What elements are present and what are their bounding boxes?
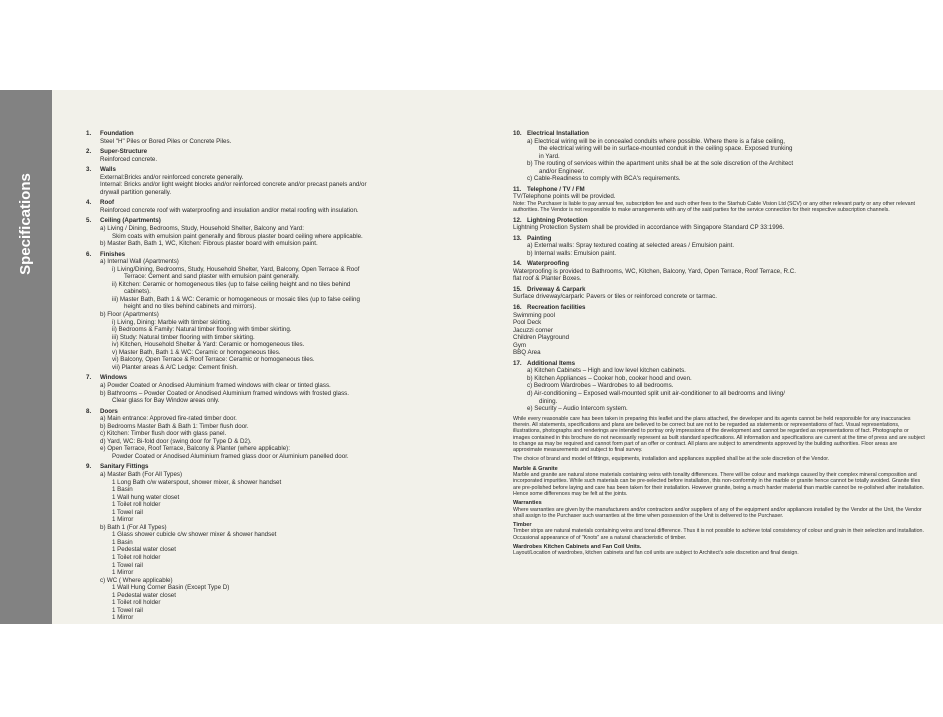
section-title: Ceiling (Apartments): [100, 217, 161, 225]
section-title: Waterproofing: [527, 260, 570, 268]
spec-line: 1 Wall Hung Corner Basin (Except Type D): [112, 584, 230, 592]
section-title: Doors: [100, 407, 118, 415]
section-heading: [86, 166, 506, 174]
spec-line: 1 Towel rail: [112, 606, 143, 614]
spec-section: [513, 235, 925, 258]
spec-line: c) WC ( Where applicable): [100, 576, 173, 584]
spec-line: b) Master Bath, Bath 1, WC, Kitchen: Fibrous plaster board with emulsion paint.: [100, 240, 318, 248]
section-number: 4.: [86, 199, 92, 207]
section-number: 11.: [513, 185, 522, 193]
section-number: 9.: [86, 463, 92, 471]
spec-section: [86, 374, 506, 404]
section-title: Finishes: [100, 250, 126, 258]
section-heading: [86, 199, 506, 207]
spec-line: b) Bedrooms Master Bath & Bath 1: Timber flush door.: [100, 422, 249, 430]
spec-line: Reinforced concrete.: [100, 155, 158, 163]
spec-line: Reinforced concrete roof with waterproofing and insulation and/or metal roofing with insulation.: [100, 206, 359, 214]
section-title: Lightning Protection: [527, 216, 588, 224]
spec-line: 1 Basin: [112, 486, 133, 494]
disclaimer-heading: Warranties: [513, 500, 542, 507]
section-heading: [513, 217, 925, 225]
spec-line: Internal: Bricks and/or light weight blocks and/or reinforced concrete and/or precast panels and/or: [100, 181, 367, 189]
right-column: [513, 130, 925, 560]
spec-line: drywall partition generally.: [100, 188, 172, 196]
spec-line: a) External walls: Spray textured coating at selected areas / Emulsion paint.: [527, 242, 735, 250]
spec-section: [513, 260, 925, 283]
spec-line: i) Living/Dining, Bedrooms, Study, Household Shelter, Yard, Balcony, Open Terrace & Roof: [112, 265, 360, 273]
spec-line: c) Kitchen: Timber flush door with glass panel.: [100, 430, 227, 438]
spec-line: Terrace: Cement and sand plaster with emulsion paint generally.: [124, 273, 300, 281]
spec-line: 1 Mirror: [112, 516, 134, 524]
spec-line: 1 Mirror: [112, 614, 134, 622]
section-title: Sanitary Fittings: [100, 463, 149, 471]
spec-line: iii) Master Bath, Bath 1 & WC: Ceramic or homogeneous or mosaic tiles (up to false ceiling: [112, 295, 360, 303]
section-title: Additional Items: [527, 359, 576, 367]
band-title: Specifications: [17, 173, 34, 275]
section-title: Electrical Installation: [527, 130, 589, 137]
section-number: 13.: [513, 234, 522, 242]
section-title: Painting: [527, 234, 552, 242]
spec-line: b) Bathrooms – Powder Coated or Anodised Aluminium framed windows with frosted glass.: [100, 389, 349, 397]
spec-line: vii) Planter areas & A/C Ledge: Cement finish.: [112, 363, 238, 371]
section-heading: [86, 251, 506, 259]
spec-line: flat roof & Planter Boxes.: [513, 275, 582, 283]
section-title: Foundation: [100, 130, 134, 137]
spec-line: a) Living / Dining, Bedrooms, Study, Household Shelter, Balcony and Yard:: [100, 225, 304, 233]
section-heading: [513, 360, 925, 368]
left-column: [86, 130, 506, 625]
spec-line: 1 Glass shower cubicle c/w shower mixer & shower handset: [112, 531, 277, 539]
disclaimer-text: Where warranties are given by the manufacturers and/or contractors and/or suppliers of any of the equipment and/or appliances installed by the Vendor at the Unit, the Vendor shall assign to the Purchaser such warranties at the time when possession of the Unit is delivered to the Purchaser.: [513, 506, 922, 519]
disclaimer-text: While every reasonable care has been taken in preparing this leaflet and the plans attached, the developer and its agents cannot be held responsible for any inaccuracies therein. All statements, specifications and plans are believed to be correct but are not to be regarded as statements or representations of fact. Visual representations, illustrations, photographs and renderings are intended to portray only impressions of the development and cannot be regarded as representations of fact. Photographs or images contained in this brochure do not necessarily represent as built standard specifications. All information and specifications are current at the time of press and are subject to change as may be required and cannot form part of an offer or contract. All plans are subject to amendments approved by the building authorities. Floor areas are approximate measurements and subject to final survey.: [513, 415, 925, 454]
section-number: 3.: [86, 166, 92, 174]
disclaimer-paragraph: [513, 466, 925, 497]
spec-line: vi) Balcony, Open Terrace & Roof Terrace: Ceramic or homogeneous tiles.: [112, 356, 315, 364]
section-number: 10.: [513, 130, 522, 137]
section-number: 16.: [513, 303, 522, 311]
spec-line: 1 Wall hung water closet: [112, 493, 180, 501]
spec-line: a) Main entrance: Approved fire-rated timber door.: [100, 415, 237, 423]
spec-line: 1 Toilet roll holder: [112, 501, 161, 509]
spec-line: 1 Mirror: [112, 569, 134, 577]
section-number: 2.: [86, 148, 92, 156]
side-band: [0, 90, 52, 624]
spec-line: 1 Basin: [112, 538, 133, 546]
spec-line: height and no tiles behind cabinets and mirrors).: [124, 303, 257, 311]
section-number: 14.: [513, 260, 522, 268]
spec-line: a) Internal Wall (Apartments): [100, 258, 179, 266]
section-title: Telephone / TV / FM: [527, 185, 585, 193]
disclaimer-paragraph: [513, 522, 925, 541]
spec-line: Steel "H" Piles or Bored Piles or Concrete Piles.: [100, 137, 232, 145]
spec-line: dining.: [539, 397, 558, 405]
disclaimer-heading: Wardrobes Kitchen Cabinets and Fan Coil Units.: [513, 543, 642, 550]
spec-line: a) Electrical wiring will be in concealed conduits where possible. Where there is a false ceiling,: [527, 137, 785, 145]
spec-line: a) Powder Coated or Anodised Aluminium framed windows with clear or tinted glass.: [100, 381, 331, 389]
spec-section: [86, 130, 506, 145]
section-number: 5.: [86, 217, 92, 225]
section-heading: [513, 130, 925, 138]
spec-line: Children Playground: [513, 334, 570, 342]
section-number: 1.: [86, 130, 92, 137]
spec-line: b) Kitchen Appliances – Cooker hob, cooker hood and oven.: [527, 374, 692, 382]
spec-line: Gym: [513, 341, 527, 349]
section-number: 12.: [513, 216, 522, 224]
spec-line: 1 Towel rail: [112, 561, 143, 569]
spec-line: iii) Study: Natural timber flooring with timber skirting.: [112, 333, 255, 341]
spec-line: e) Open Terrace, Roof Terrace, Balcony & Planter (where applicable):: [100, 445, 290, 453]
spec-line: TV/Telephone points will be provided.: [513, 193, 616, 201]
spec-section: [513, 130, 925, 183]
spec-line: Surface driveway/carpark: Pavers or tiles or reinforced concrete or tarmac.: [513, 293, 717, 301]
section-title: Roof: [100, 199, 115, 207]
spec-line: c) Bedroom Wardrobes – Wardrobes to all bedrooms.: [527, 382, 674, 390]
disclaimer-text: Marble and granite are natural stone materials containing veins with tonality differences. There will be colour and markings caused by their complex mineral composition and incorporated impurities. While such materials can be pre-selected before installation, this non-conformity in the marble or granite hence cannot be totally avoided. Granite tiles are pre-polished before laying and care has been taken for their installation. However granite, being a much harder material than marble cannot be re-polished after installation. Hence some differences may be felt at the joints.: [513, 472, 925, 497]
disclaimer-text: Timber strips are natural materials containing veins and tonal difference. Thus it is not possible to achieve total consistency of colour and grain in their selection and installation. Occasional appearance of of "Knots" are a natural characteristic of timber.: [513, 528, 924, 541]
spec-line: Pool Deck: [513, 319, 542, 327]
section-number: 6.: [86, 250, 92, 258]
spec-line: and/or Engineer.: [539, 167, 585, 175]
spec-section: [86, 148, 506, 163]
spec-section: [86, 408, 506, 461]
spec-section: [513, 186, 925, 214]
section-number: 8.: [86, 407, 92, 415]
spec-line: Swimming pool: [513, 311, 555, 319]
spec-line: the electrical wiring will be in surface-mounted conduit in the ceiling space. Exposed trunking: [539, 145, 793, 153]
spec-line: cabinets).: [124, 288, 151, 296]
section-heading: [86, 217, 506, 225]
spec-line: 1 Towel rail: [112, 508, 143, 516]
spec-line: b) The routing of services within the apartment units shall be at the sole discretion of the Architect: [527, 160, 794, 168]
spec-line: d) Air-conditioning – Exposed wall-mounted split unit air-conditioner to all bedrooms and living/: [527, 390, 785, 397]
spec-line: a) Master Bath (For All Types): [100, 470, 183, 478]
spec-line: d) Yard, WC: Bi-fold door (swing door for Type D & D2).: [100, 437, 252, 445]
disclaimer-paragraph: [513, 544, 925, 557]
spec-line: Jacuzzi corner: [513, 326, 553, 334]
spec-line: ii) Bedrooms & Family: Natural timber flooring with timber skirting.: [112, 326, 292, 334]
section-heading: [86, 374, 506, 382]
spec-line: e) Security – Audio Intercom system.: [527, 405, 628, 413]
spec-section: [86, 463, 506, 621]
section-note: Note: The Purchaser is liable to pay annual fee, subscription fee and such other fees to the Starhub Cable Vision Ltd (SCV) or any other relevant party or any other relevant authorities. The Vendor is not responsible to make arrangements with any of the said parties for the service connection for their respective subscription channels.: [513, 200, 916, 214]
section-heading: [513, 260, 925, 268]
spec-line: External:Bricks and/or reinforced concrete generally.: [100, 173, 244, 181]
spec-line: 1 Toilet roll holder: [112, 553, 161, 561]
section-number: 17.: [513, 359, 522, 367]
spec-line: a) Kitchen Cabinets – High and low level kitchen cabinets.: [527, 367, 686, 375]
section-heading: [86, 463, 506, 471]
spec-section: [513, 217, 925, 232]
spec-line: b) Bath 1 (For All Types): [100, 523, 167, 531]
section-heading: [513, 235, 925, 243]
section-title: Driveway & Carpark: [527, 285, 586, 293]
spec-line: ii) Kitchen: Ceramic or homogeneous tiles (up to false ceiling height and no tiles behind: [112, 280, 351, 288]
section-number: 15.: [513, 285, 522, 293]
spec-line: c) Cable-Readiness to comply with BCA's requirements.: [527, 175, 681, 183]
section-heading: [86, 148, 506, 156]
disclaimer-heading: Timber: [513, 522, 532, 529]
spec-section: [86, 166, 506, 196]
spec-line: Lightning Protection System shall be provided in accordance with Singapore Standard CP 33:1996.: [513, 224, 785, 232]
section-heading: [513, 286, 925, 294]
section-heading: [86, 130, 506, 138]
spec-section: [513, 360, 925, 413]
section-title: Recreation facilities: [527, 303, 586, 311]
spec-section: [86, 217, 506, 247]
spec-line: in Yard.: [539, 152, 560, 160]
spec-line: BBQ Area: [513, 349, 541, 357]
spec-line: Clear glass for Bay Window areas only.: [112, 397, 220, 405]
section-title: Walls: [100, 166, 116, 174]
spec-section: [513, 286, 925, 301]
section-title: Windows: [100, 374, 128, 382]
section-heading: [86, 408, 506, 416]
spec-line: Powder Coated or Anodised Aluminium framed glass door or Aluminium panelled door.: [112, 452, 349, 460]
spec-section: [513, 304, 925, 357]
spec-line: Skim coats with emulsion paint generally and fibrous plaster board ceiling where applicable.: [112, 232, 363, 240]
spec-line: 1 Toilet roll holder: [112, 599, 161, 607]
spec-section: [86, 251, 506, 372]
spec-line: i) Living, Dining: Marble with timber skirting.: [112, 318, 232, 326]
spec-line: 1 Pedestal water closet: [112, 591, 176, 599]
spec-line: Waterproofing is provided to Bathrooms, WC, Kitchen, Balcony, Yard, Open Terrace, Roof Terrace, R.C.: [513, 267, 796, 275]
spec-line: b) Floor (Apartments): [100, 311, 159, 319]
disclaimer-text: Layout/Location of wardrobes, kitchen cabinets and fan coil units are subject to Architect's sole discretion and final design.: [513, 550, 799, 557]
spec-line: v) Master Bath, Bath 1 & WC: Ceramic or homogeneous tiles.: [112, 348, 281, 356]
disclaimer-paragraph: [513, 456, 925, 462]
disclaimer-paragraph: [513, 416, 925, 454]
disclaimer-text: The choice of brand and model of fittings, equipments, installation and appliances supplied shall be at the sole discretion of the Vendor.: [513, 456, 830, 463]
section-heading: [513, 186, 925, 194]
spec-line: 1 Pedestal water closet: [112, 546, 176, 554]
section-number: 7.: [86, 374, 92, 382]
spec-section: [86, 199, 506, 214]
section-title: Super-Structure: [100, 148, 148, 156]
disclaimer-paragraph: [513, 500, 925, 519]
disclaimer-heading: Marble & Granite: [513, 465, 558, 472]
section-heading: [513, 304, 925, 312]
spec-line: 1 Long Bath c/w waterspout, shower mixer, & shower handset: [112, 478, 282, 486]
spec-line: b) Internal walls: Emulsion paint.: [527, 249, 617, 257]
spec-line: iv) Kitchen, Household Shelter & Yard: Ceramic or homogeneous tiles.: [112, 341, 305, 349]
